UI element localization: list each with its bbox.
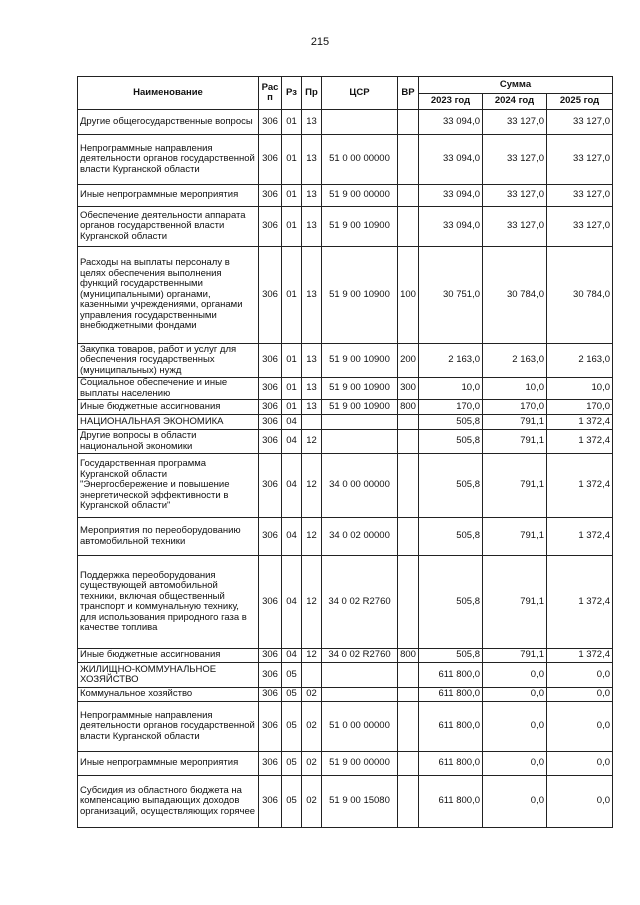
row-csr: 51 9 00 10900 [322,207,398,247]
row-amount-2024: 33 127,0 [483,135,547,185]
row-amount-2025: 30 784,0 [547,247,613,344]
row-vr: 100 [398,247,419,344]
row-ras: 306 [259,430,282,454]
row-pr: 13 [302,400,322,415]
table-row [78,135,613,185]
table-row [78,185,613,207]
row-amount-2025: 0,0 [547,663,613,688]
row-ras: 306 [259,752,282,776]
row-pr: 02 [302,702,322,752]
row-amount-2023: 505,8 [419,415,483,430]
row-rz: 04 [282,415,302,430]
row-amount-2024: 33 127,0 [483,207,547,247]
row-rz: 01 [282,247,302,344]
row-vr [398,752,419,776]
row-vr: 800 [398,400,419,415]
row-ras: 306 [259,776,282,828]
row-amount-2025: 0,0 [547,688,613,702]
row-vr [398,207,419,247]
row-amount-2023: 611 800,0 [419,688,483,702]
row-ras: 306 [259,556,282,649]
row-amount-2025: 170,0 [547,400,613,415]
row-pr: 02 [302,752,322,776]
row-rz: 04 [282,430,302,454]
row-amount-2023: 33 094,0 [419,207,483,247]
row-rz: 01 [282,185,302,207]
row-rz: 04 [282,454,302,518]
row-rz: 01 [282,400,302,415]
row-pr: 13 [302,110,322,135]
row-ras: 306 [259,207,282,247]
row-csr: 34 0 02 R2760 [322,556,398,649]
header-csr: ЦСР [322,77,398,110]
row-amount-2024: 791,1 [483,415,547,430]
row-amount-2023: 611 800,0 [419,776,483,828]
row-rz: 01 [282,344,302,378]
row-amount-2024: 0,0 [483,776,547,828]
row-pr: 02 [302,776,322,828]
row-pr: 12 [302,430,322,454]
row-amount-2023: 170,0 [419,400,483,415]
row-ras: 306 [259,400,282,415]
row-name: Социальное обеспечение и иные выплаты населению [78,378,259,400]
row-name: Иные непрограммные мероприятия [78,185,259,207]
row-amount-2025: 1 372,4 [547,649,613,663]
row-csr [322,415,398,430]
row-pr: 13 [302,185,322,207]
row-amount-2023: 33 094,0 [419,185,483,207]
row-ras: 306 [259,378,282,400]
row-csr: 51 9 00 10900 [322,400,398,415]
row-name: Непрограммные направления деятельности органов государственной власти Курганской области [78,135,259,185]
row-amount-2024: 791,1 [483,430,547,454]
row-ras: 306 [259,247,282,344]
table-row [78,430,613,454]
row-amount-2023: 33 094,0 [419,135,483,185]
row-amount-2024: 791,1 [483,518,547,556]
row-name: Иные непрограммные мероприятия [78,752,259,776]
row-amount-2024: 791,1 [483,556,547,649]
row-amount-2025: 2 163,0 [547,344,613,378]
row-name: Обеспечение деятельности аппарата органов государственной власти Курганской области [78,207,259,247]
row-ras: 306 [259,135,282,185]
row-name: НАЦИОНАЛЬНАЯ ЭКОНОМИКА [78,415,259,430]
row-ras: 306 [259,344,282,378]
row-name: Иные бюджетные ассигнования [78,649,259,663]
row-amount-2024: 10,0 [483,378,547,400]
row-amount-2023: 10,0 [419,378,483,400]
row-pr: 13 [302,207,322,247]
row-amount-2025: 1 372,4 [547,430,613,454]
row-rz: 05 [282,776,302,828]
row-vr [398,185,419,207]
row-csr: 51 9 00 00000 [322,185,398,207]
row-rz: 05 [282,663,302,688]
row-csr: 34 0 02 R2760 [322,649,398,663]
row-csr: 51 9 00 15080 [322,776,398,828]
row-ras: 306 [259,185,282,207]
row-amount-2023: 33 094,0 [419,110,483,135]
table-row [78,247,613,344]
table-row [78,400,613,415]
row-pr: 13 [302,135,322,185]
row-amount-2023: 505,8 [419,556,483,649]
row-amount-2023: 505,8 [419,518,483,556]
row-rz: 04 [282,649,302,663]
row-pr: 13 [302,378,322,400]
row-ras: 306 [259,649,282,663]
budget-table [77,76,613,828]
row-csr [322,688,398,702]
row-ras: 306 [259,688,282,702]
row-pr: 02 [302,688,322,702]
row-name: Мероприятия по переоборудованию автомобильной техники [78,518,259,556]
row-name: Субсидия из областного бюджета на компенсацию выпадающих доходов организаций, осуществляющих горячее [78,776,259,828]
row-amount-2024: 30 784,0 [483,247,547,344]
row-name: Поддержка переоборудования существующей автомобильной техники, включая общественный транспорт и коммунальную технику, для использования природного газа в качестве топлива [78,556,259,649]
row-name: Государственная программа Курганской области "Энергосбережение и повышение энергетической эффективности в Курганской области" [78,454,259,518]
row-vr [398,556,419,649]
table-row [78,556,613,649]
table-row [78,344,613,378]
row-amount-2025: 33 127,0 [547,135,613,185]
row-csr: 51 0 00 00000 [322,702,398,752]
row-name: ЖИЛИЩНО-КОММУНАЛЬНОЕ ХОЗЯЙСТВО [78,663,259,688]
row-amount-2023: 611 800,0 [419,752,483,776]
row-csr: 51 9 00 10900 [322,378,398,400]
row-vr: 800 [398,649,419,663]
row-amount-2025: 10,0 [547,378,613,400]
row-amount-2023: 2 163,0 [419,344,483,378]
table-row [78,776,613,828]
row-vr [398,430,419,454]
row-amount-2025: 0,0 [547,776,613,828]
row-vr [398,776,419,828]
row-ras: 306 [259,415,282,430]
row-rz: 01 [282,110,302,135]
row-vr [398,663,419,688]
page-number: 215 [310,36,330,48]
row-csr: 51 9 00 00000 [322,752,398,776]
row-name: Непрограммные направления деятельности органов государственной власти Курганской области [78,702,259,752]
table-row [78,207,613,247]
header-sum: Сумма [419,77,613,94]
table-row [78,649,613,663]
row-rz: 04 [282,556,302,649]
row-amount-2025: 1 372,4 [547,556,613,649]
row-amount-2025: 1 372,4 [547,518,613,556]
row-ras: 306 [259,110,282,135]
table-row [78,454,613,518]
row-vr: 200 [398,344,419,378]
row-ras: 306 [259,454,282,518]
row-amount-2024: 0,0 [483,752,547,776]
row-rz: 01 [282,378,302,400]
header-ras: Рас п [259,77,282,110]
row-csr: 34 0 00 00000 [322,454,398,518]
row-amount-2025: 33 127,0 [547,207,613,247]
row-pr [302,415,322,430]
row-amount-2025: 0,0 [547,752,613,776]
header-vr: ВР [398,77,419,110]
row-pr: 12 [302,454,322,518]
header-2025: 2025 год [547,94,613,110]
row-amount-2023: 611 800,0 [419,663,483,688]
row-name: Коммунальное хозяйство [78,688,259,702]
row-rz: 01 [282,135,302,185]
table-row [78,415,613,430]
row-amount-2023: 30 751,0 [419,247,483,344]
header-2024: 2024 год [483,94,547,110]
row-csr: 51 0 00 00000 [322,135,398,185]
table-row [78,688,613,702]
row-vr [398,688,419,702]
row-csr: 34 0 02 00000 [322,518,398,556]
row-vr [398,454,419,518]
row-amount-2024: 791,1 [483,454,547,518]
row-rz: 05 [282,702,302,752]
row-amount-2024: 170,0 [483,400,547,415]
row-rz: 01 [282,207,302,247]
row-amount-2025: 33 127,0 [547,110,613,135]
header-rz: Рз [282,77,302,110]
row-amount-2024: 0,0 [483,702,547,752]
row-rz: 04 [282,518,302,556]
row-csr [322,430,398,454]
row-amount-2024: 33 127,0 [483,185,547,207]
row-ras: 306 [259,702,282,752]
row-name: Иные бюджетные ассигнования [78,400,259,415]
table-row [78,663,613,688]
table-row [78,702,613,752]
row-ras: 306 [259,663,282,688]
row-amount-2023: 505,8 [419,649,483,663]
row-ras: 306 [259,518,282,556]
row-pr: 12 [302,649,322,663]
row-csr [322,663,398,688]
row-csr: 51 9 00 10900 [322,344,398,378]
row-name: Другие общегосударственные вопросы [78,110,259,135]
row-amount-2025: 1 372,4 [547,415,613,430]
row-amount-2024: 0,0 [483,663,547,688]
row-rz: 05 [282,752,302,776]
row-rz: 05 [282,688,302,702]
row-amount-2025: 33 127,0 [547,185,613,207]
row-amount-2023: 505,8 [419,454,483,518]
row-amount-2023: 505,8 [419,430,483,454]
row-vr [398,702,419,752]
table-header [78,77,613,110]
row-vr [398,110,419,135]
row-amount-2025: 1 372,4 [547,454,613,518]
row-pr: 12 [302,556,322,649]
row-name: Расходы на выплаты персоналу в целях обеспечения выполнения функций государственными (муниципальными) органами, казенными учреждениями, органами управления государственными внебюджетными фондами [78,247,259,344]
row-vr [398,415,419,430]
row-amount-2024: 791,1 [483,649,547,663]
row-pr: 13 [302,344,322,378]
table-row [78,752,613,776]
row-vr: 300 [398,378,419,400]
table-row [78,378,613,400]
table-row [78,518,613,556]
row-vr [398,135,419,185]
row-amount-2023: 611 800,0 [419,702,483,752]
row-amount-2025: 0,0 [547,702,613,752]
header-name: Наименование [78,77,259,110]
row-pr: 13 [302,247,322,344]
row-amount-2024: 2 163,0 [483,344,547,378]
row-name: Закупка товаров, работ и услуг для обеспечения государственных (муниципальных) нужд [78,344,259,378]
table-body [78,110,613,828]
row-pr [302,663,322,688]
row-csr [322,110,398,135]
row-csr: 51 9 00 10900 [322,247,398,344]
row-vr [398,518,419,556]
row-amount-2024: 33 127,0 [483,110,547,135]
header-2023: 2023 год [419,94,483,110]
header-pr: Пр [302,77,322,110]
row-amount-2024: 0,0 [483,688,547,702]
table-row [78,110,613,135]
row-name: Другие вопросы в области национальной экономики [78,430,259,454]
row-pr: 12 [302,518,322,556]
